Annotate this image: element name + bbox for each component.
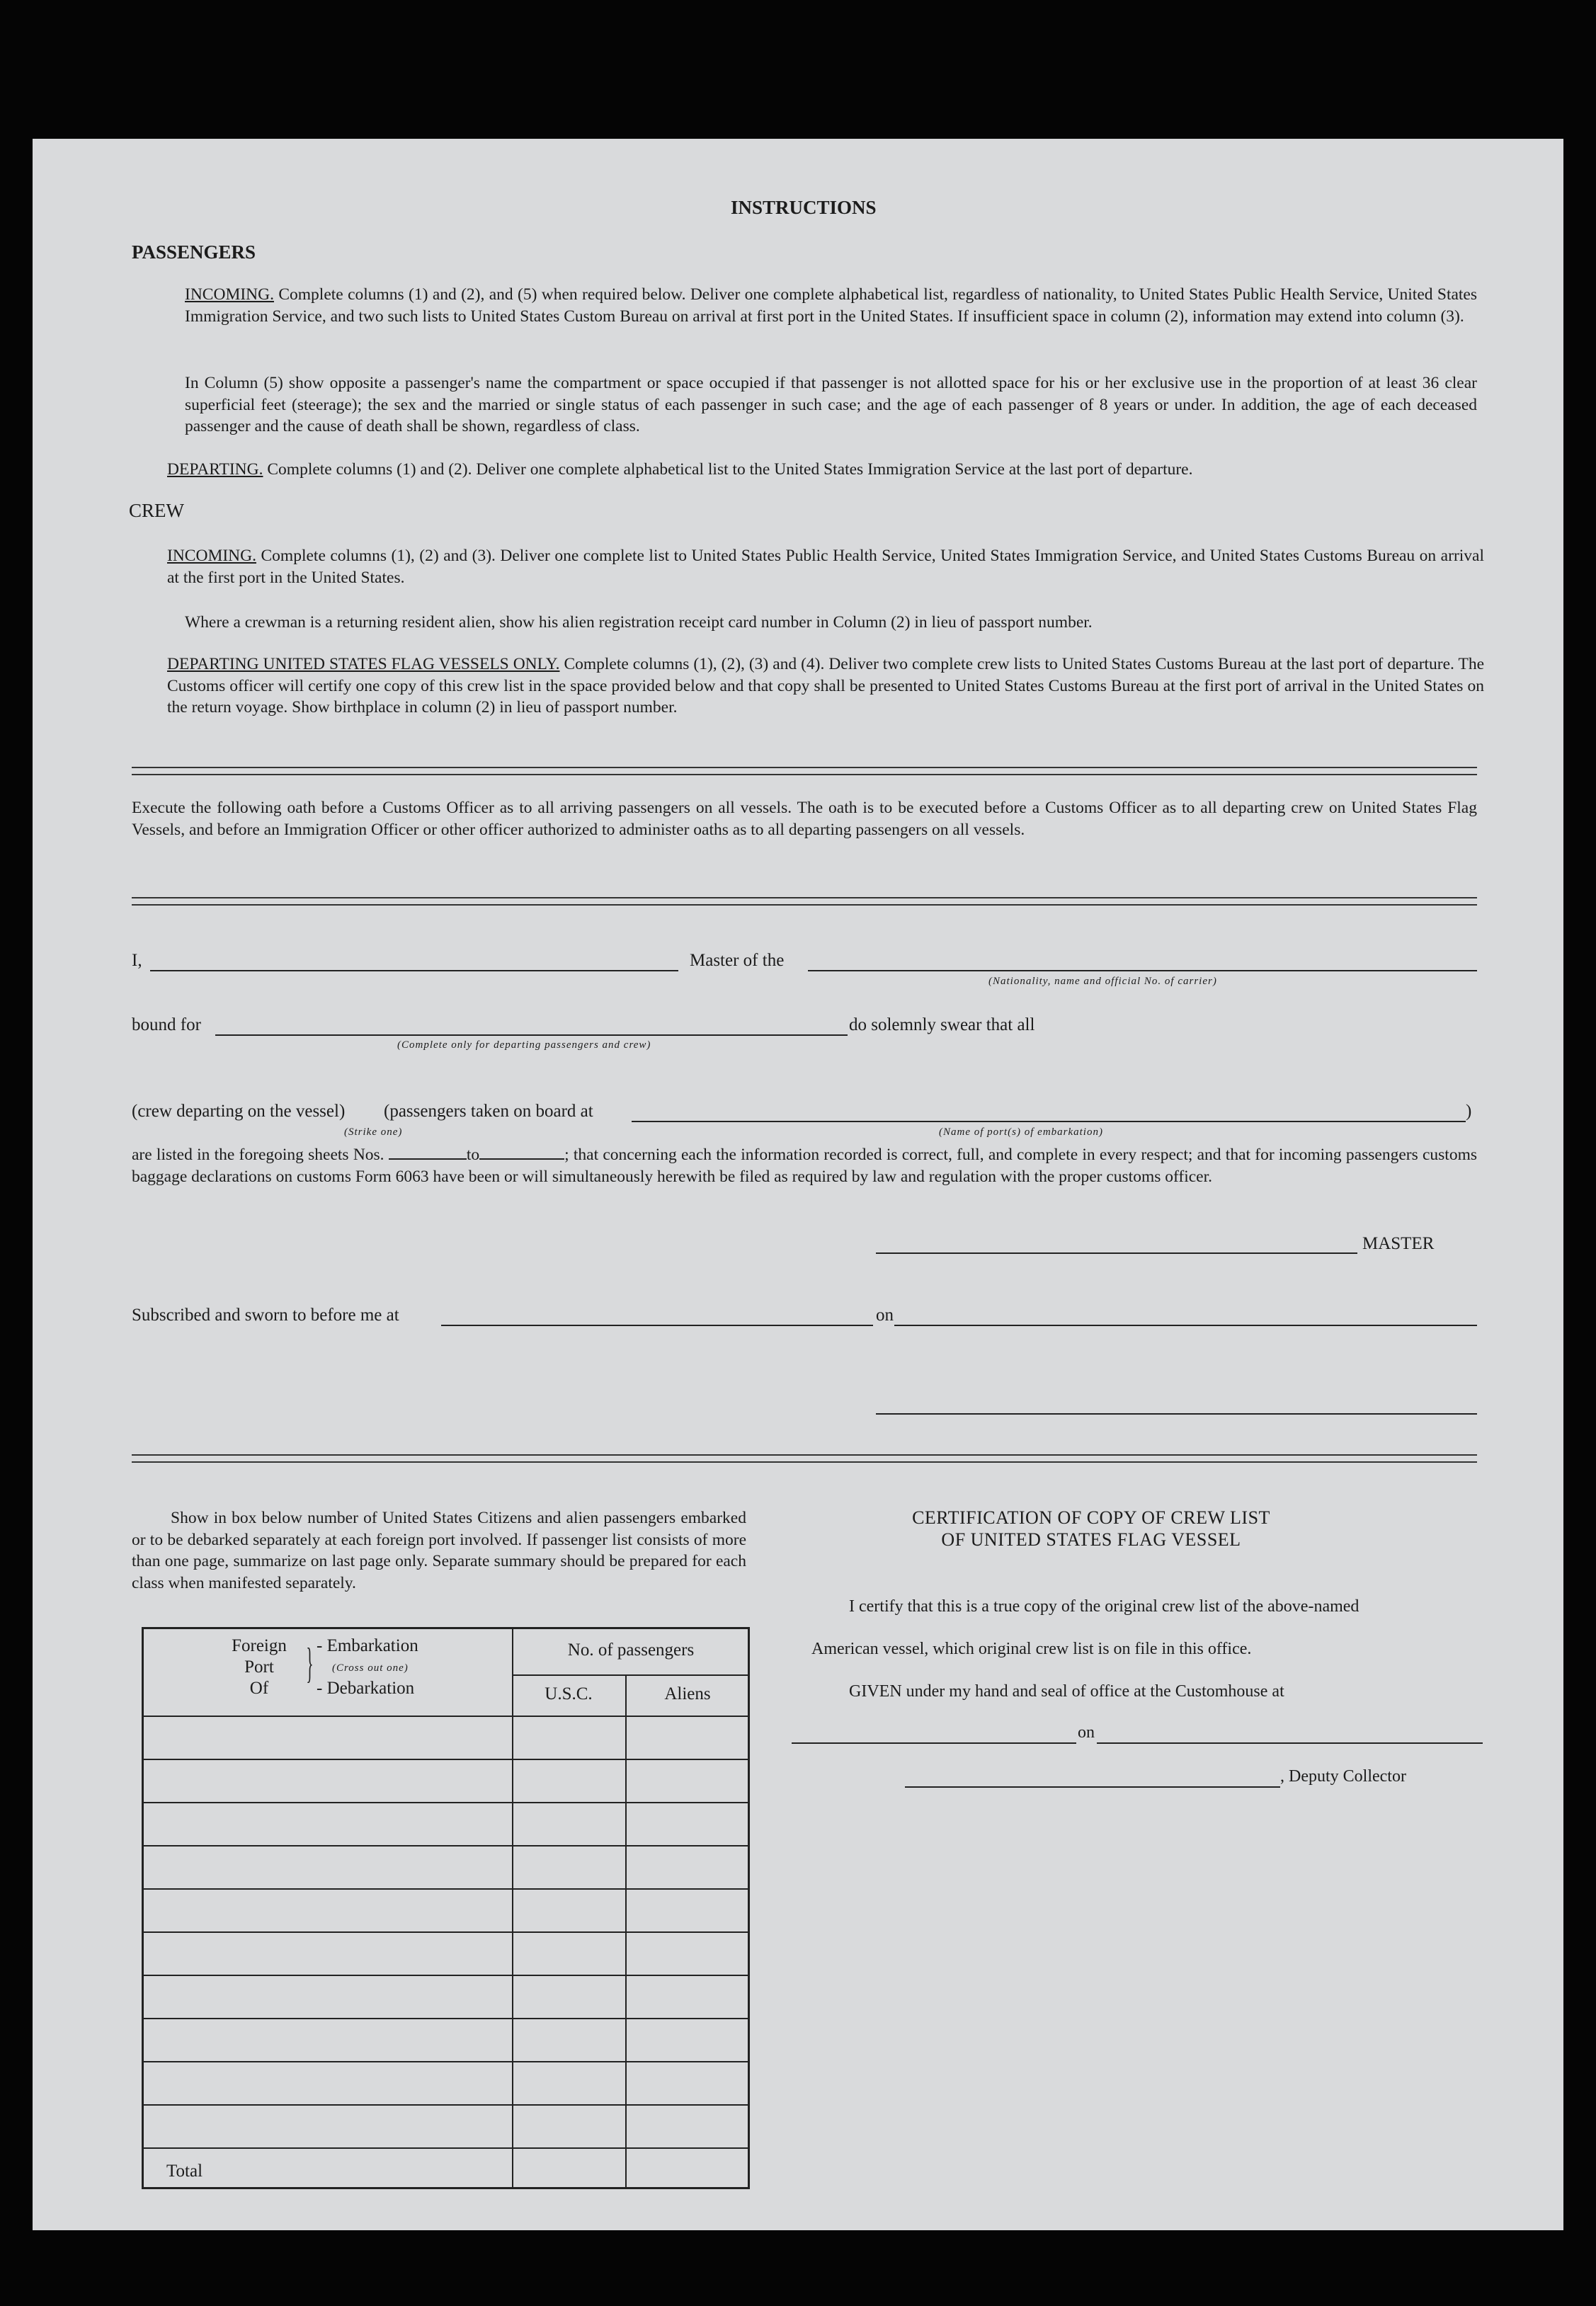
carrier-field[interactable] <box>808 970 1477 971</box>
sworn-on-label: on <box>876 1306 894 1325</box>
summary-instructions: Show in box below number of United States Citizens and alien passengers embarked or to be debarked separately at each foreign port involved. If passenger list consists of more than one page, summarize on last page only. Separate summary should be prepared for each class when manifested separately. <box>132 1509 746 1592</box>
sworn-place-field[interactable] <box>441 1325 873 1326</box>
section-divider <box>132 1454 1477 1463</box>
brace-icon: } <box>306 1640 314 1686</box>
crew-heading: CREW <box>129 500 184 521</box>
certification-title-1: CERTIFICATION OF COPY OF CREW LIST <box>912 1507 1270 1528</box>
cert-date-field[interactable] <box>1097 1742 1483 1744</box>
sheet-from-field[interactable] <box>389 1158 467 1160</box>
certify-line-2: American vessel, which original crew list is on file in this office. <box>811 1640 1252 1658</box>
section-divider <box>132 767 1477 775</box>
oath-swear: do solemnly swear that all <box>849 1015 1035 1034</box>
master-signature-field[interactable] <box>876 1252 1357 1254</box>
customhouse-field[interactable] <box>792 1742 1076 1744</box>
passengers-heading: PASSENGERS <box>132 241 256 263</box>
oath-listed-to: to <box>466 1146 480 1164</box>
master-label: MASTER <box>1362 1234 1435 1253</box>
oath-listed-paragraph <box>132 1144 1477 1187</box>
strike-note: (Strike one) <box>344 1126 403 1138</box>
passengers-departing-text: Complete columns (1) and (2). Deliver one complete alphabetical list to the United States Immigration Service at the last port of departure. <box>267 460 1193 479</box>
total-label: Total <box>166 2162 203 2181</box>
oath-passengers-taken: (passengers taken on board at <box>384 1102 593 1121</box>
embarkation-port-field[interactable] <box>632 1121 1466 1122</box>
oath-listed-a: are listed in the foregoing sheets Nos. <box>132 1146 384 1164</box>
passengers-departing-label: DEPARTING. <box>167 460 263 479</box>
deputy-label: , Deputy Collector <box>1280 1767 1406 1786</box>
crew-departing-label: DEPARTING UNITED STATES FLAG VESSELS ONLY. <box>167 655 560 673</box>
oath-master-of: Master of the <box>690 951 785 970</box>
oath-intro: Execute the following oath before a Customs Officer as to all arriving passengers on all vessels. The oath is to be executed before a Customs Officer as to all departing crew on United States Flag Vessels, and before an Immigration Officer or other officer authorized to administer oaths as to all departing passengers on all vessels. <box>132 799 1477 839</box>
bound-note: (Complete only for departing passengers and crew) <box>397 1039 651 1051</box>
certification-title-2: OF UNITED STATES FLAG VESSEL <box>941 1529 1241 1550</box>
header-of: Of <box>249 1679 269 1698</box>
header-usc: U.S.C. <box>545 1684 593 1703</box>
bound-for-field[interactable] <box>215 1034 848 1036</box>
sheet-to-field[interactable] <box>479 1158 564 1160</box>
header-foreign: Foreign <box>232 1636 287 1655</box>
crew-incoming-paragraph <box>167 545 1484 588</box>
instructions-title: INSTRUCTIONS <box>731 197 877 218</box>
crew-incoming-text: Complete columns (1), (2) and (3). Deliver one complete list to United States Public Health Service, United States Immigration Service, and United States Customs Bureau on arrival at the first port in the United States. <box>167 547 1485 587</box>
oath-bound-for: bound for <box>132 1015 201 1034</box>
header-port: Port <box>244 1657 274 1677</box>
passenger-summary-table <box>142 1627 750 2189</box>
passengers-departing-paragraph <box>167 459 1484 481</box>
header-no-passengers: No. of passengers <box>567 1640 695 1660</box>
section-divider <box>132 897 1477 906</box>
master-name-field[interactable] <box>150 970 678 971</box>
crew-alien-paragraph: Where a crewman is a returning resident alien, show his alien registration receipt card number in Column (2) in lieu of passport number. <box>185 613 1093 632</box>
form-sheet <box>33 139 1563 2230</box>
passengers-incoming-text: Complete columns (1) and (2), and (5) when required below. Deliver one complete alphabetical list, regardless of nationality, to United States Public Health Service, United States Immigration Service, and two such lists to United States Custom Bureau on arrival at first port in the United States. If insufficient space in column (2), information may extend into column (3). <box>185 285 1478 326</box>
crew-incoming-label: INCOMING. <box>167 547 256 565</box>
given-line: GIVEN under my hand and seal of office at the Customhouse at <box>849 1682 1284 1701</box>
passengers-column5-paragraph: In Column (5) show opposite a passenger's name the compartment or space occupied if that passenger is not allotted space for his or her exclusive use in the proportion of at least 36 clear superficial feet (steerage); the sex and the married or single status of each passenger in such case; and the age of each passenger of 8 years or under. In addition, the age of each deceased passenger and the cause of death shall be shown, regardless of class. <box>185 374 1477 435</box>
oath-crew-departing: (crew departing on the vessel) <box>132 1102 346 1121</box>
sworn-date-field[interactable] <box>894 1325 1477 1326</box>
oath-close-paren: ) <box>1466 1102 1472 1121</box>
subscribed-label: Subscribed and sworn to before me at <box>132 1306 399 1325</box>
crew-departing-text: Complete columns (1), (2), (3) and (4). Deliver two complete crew lists to United States Customs Bureau at the last port of departure. The Customs officer will certify one copy of this crew list in the space provided below and that copy shall be presented to United States Customs Bureau at the first port of arrival in the United States on the return voyage. Show birthplace in column (2) in lieu of passport number. <box>167 655 1485 717</box>
header-cross-out: (Cross out one) <box>332 1662 409 1674</box>
cert-on-label: on <box>1078 1723 1095 1742</box>
port-note: (Name of port(s) of embarkation) <box>939 1126 1103 1138</box>
crew-departing-paragraph <box>167 653 1484 719</box>
passengers-incoming-label: INCOMING. <box>185 285 274 304</box>
oath-i-label: I, <box>132 951 142 970</box>
header-aliens: Aliens <box>664 1684 711 1703</box>
oath-listed-b: ; that concerning each the information recorded is correct, full, and complete in every respect; and that for incoming passengers customs baggage declarations on customs Form 6063 have been or will simultaneously herewith be filed as required by law and regulation with the proper customs officer. <box>132 1146 1477 1186</box>
carrier-note: (Nationality, name and official No. of carrier) <box>988 976 1217 987</box>
header-embarkation: - Embarkation <box>317 1636 418 1655</box>
officer-signature-field[interactable] <box>876 1413 1477 1415</box>
certify-line-1: I certify that this is a true copy of the original crew list of the above-named <box>849 1597 1360 1616</box>
deputy-signature-field[interactable] <box>905 1786 1280 1788</box>
header-debarkation: - Debarkation <box>317 1679 415 1698</box>
passengers-incoming-paragraph <box>185 284 1477 327</box>
